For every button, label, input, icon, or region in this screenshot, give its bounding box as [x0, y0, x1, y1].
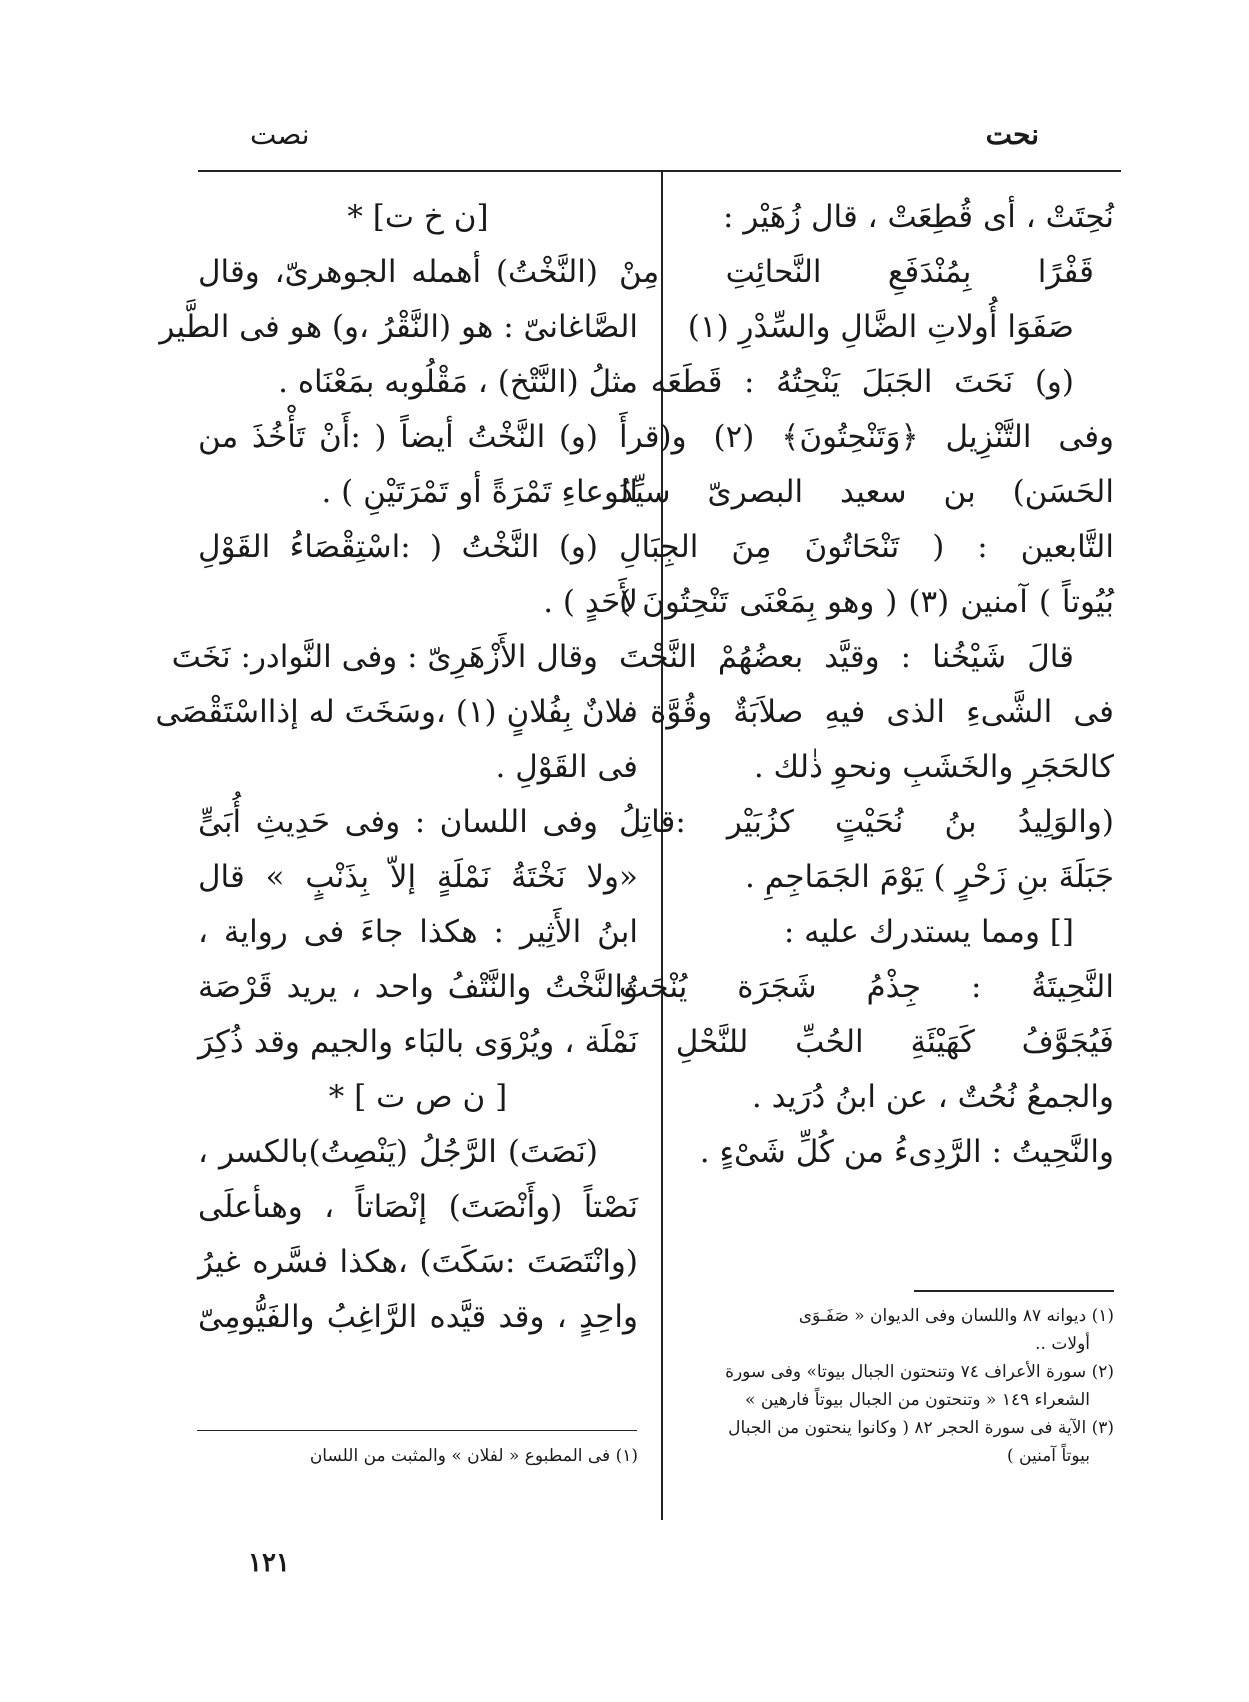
footnote-rule [914, 1290, 1114, 1292]
left-footnotes [198, 1442, 638, 1470]
text-line: والنَّحِيتُ : الرَّدِىءُ من كُلِّ شَىْءٍ . [699, 1134, 1114, 1170]
text-line: نَصْتاً (وأَنْصَتَ) إنْصَاتاً ، وهىأعلَى [198, 1189, 638, 1225]
text-line: (والوَلِيدُ بنُ نُحَيْتٍ كزُبَيْر :قاتِلُ [619, 804, 1114, 840]
text-line: وقال الأَزْهَرِىّ : وفى النَّوادر: نَخَتَ [171, 639, 598, 675]
right-footnotes [619, 1302, 1114, 1470]
text-line: فلانٌ بِفُلانٍ (١) ،وسَخَتَ له إذااسْتَقْصَى [155, 694, 638, 730]
footnote-continuation: بيوتاً آمنين ) [1006, 1446, 1090, 1466]
text-line: فَيُجَوَّفُ كَهَيْئَةِ الحُبِّ للنَّحْلِ ، [619, 1024, 1114, 1060]
text-line: واحِدٍ ، وقد قيَّده الرَّاغِبُ والفَيُّومِىّ [198, 1299, 638, 1335]
footnote-continuation: الشعراء ١٤٩ « وتنحتون من الجبال بيوتاً فارهين » [745, 1390, 1090, 1410]
page-number: ١٢١ [248, 1548, 290, 1578]
text-line: (و) النَّخْتُ أيضاً ( :أَنْ تَأْخُذَ من [198, 419, 598, 455]
text-line: التَّابعين : ( تَنْحَاتُونَ مِنَ الجِبَالِ [619, 529, 1114, 565]
text-line: والجمعُ نُحُتٌ ، عن ابنُ دُرَيد . [751, 1079, 1114, 1115]
text-line: جَبَلَةَ بنِ زَحْرٍ ) يَوْمَ الجَمَاجِمِ . [744, 859, 1114, 895]
text-line: (و) نَحَتَ الجَبَلَ يَنْحِتُهُ : قَطَعَه ، [619, 364, 1074, 400]
footnote-rule [197, 1430, 637, 1431]
entry-heading: [ ن ص ت ] * [328, 1079, 508, 1115]
running-head-right: نحت [985, 118, 1039, 151]
text-line: قالَ شَيْخُنا : وقيَّد بعضُهُمْ النَّحْتَ [619, 639, 1074, 675]
text-line: فى القَوْلِ . [495, 749, 638, 785]
text-line: النَّحِيتَةُ : جِذْمُ شَجَرَة يُنْحَتُ [619, 969, 1114, 1005]
text-line: نَمْلَة ، ويُرْوَى بالبَاء والجيم وقد ذُكِرَ [198, 1024, 638, 1060]
footnote: (٢) سورة الأعراف ٧٤ وتنحتون الجبال بيوتا» وفى سورة [725, 1362, 1114, 1382]
text-line: بُيُوتاً ) آمنين (٣) ( وهو بِمَعْنَى تَنْحِتُونَ ) [619, 584, 1114, 620]
text-line: (النَّخْتُ) أهمله الجوهرىّ، وقال [198, 254, 598, 290]
text-line: «ولا نَخْتَةُ نَمْلَةٍ إلاّ بِذَنْبٍ » قال [198, 859, 638, 895]
text-line: والنَّخْتُ والنَّتْفُ واحد ، يريد قَرْصَة [198, 969, 638, 1005]
text-line: مثلُ (النَّتْخ) ، مَقْلُوبه بمَعْنَاه . [278, 364, 638, 400]
text-line: الصَّاغانىّ : هو (النَّقْرُ ،و) هو فى الطَّير [159, 309, 638, 345]
footnote: (١) ديوانه ٨٧ واللسان وفى الديوان « صَفَـوَى [798, 1306, 1114, 1326]
header-rule [198, 170, 1121, 172]
text-line: [] ومما يستدرك عليه : [783, 914, 1074, 950]
right-column [619, 190, 1114, 1180]
text-line: (وانْتَصَتَ :سَكَتَ) ،هكذا فسَّره غيرُ [198, 1244, 638, 1280]
text-line: (و) النَّخْتُ ( :اسْتِقْصَاءُ القَوْلِ [198, 529, 598, 565]
text-line: ابنُ الأَثِير : هكذا جاءَ فى رواية ، [198, 914, 638, 950]
left-column [155, 190, 638, 1345]
poem-line: قَفْرًا بِمُنْدَفَعِ النَّحائِتِ مِنْ [619, 254, 1094, 290]
poem-line: صَفَوَا أُولاتِ الضَّالِ والسِّدْرِ (١) [687, 309, 1074, 345]
footnote: (٣) الآية فى سورة الحجر ٨٢ ( وكانوا ينحتون من الجبال [728, 1418, 1114, 1438]
text-line: الحَسَن) بن سعيد البصرىّ سيِّدُ [619, 474, 1114, 510]
footnote-continuation: أولات .. [1035, 1334, 1090, 1354]
running-head-left: نصت [250, 118, 310, 151]
text-line: الوعاءِ تَمْرَةً أو تَمْرَتَيْنِ ) . [321, 474, 638, 510]
text-line: كالحَجَرِ والخَشَبِ ونحوِ ذٰلك . [753, 749, 1114, 785]
text-line: لأَحَدٍ ) . [543, 584, 638, 620]
text-line: وفى اللسان : وفى حَدِيثِ أُبَىٍّ [198, 804, 598, 840]
text-line: وفى التَّنْزِيل ﴿وَتَنْحِتُونَ﴾ (٢) و(قرأَ [619, 419, 1114, 455]
text-line: نُحِتَتْ ، أى قُطِعَتْ ، قال زُهَيْر : [723, 199, 1114, 235]
text-line: فى الشَّىءِ الذى فيهِ صلاَبَةٌ وقُوَّة ، [619, 694, 1114, 730]
footnote: (١) فى المطبوع « لفلان » والمثبت من اللسان [309, 1446, 638, 1466]
entry-heading: [ن خ ت] * [347, 199, 489, 235]
text-line: (نَصَتَ) الرَّجُلُ (يَنْصِتُ)بالكسر ، [198, 1134, 598, 1170]
